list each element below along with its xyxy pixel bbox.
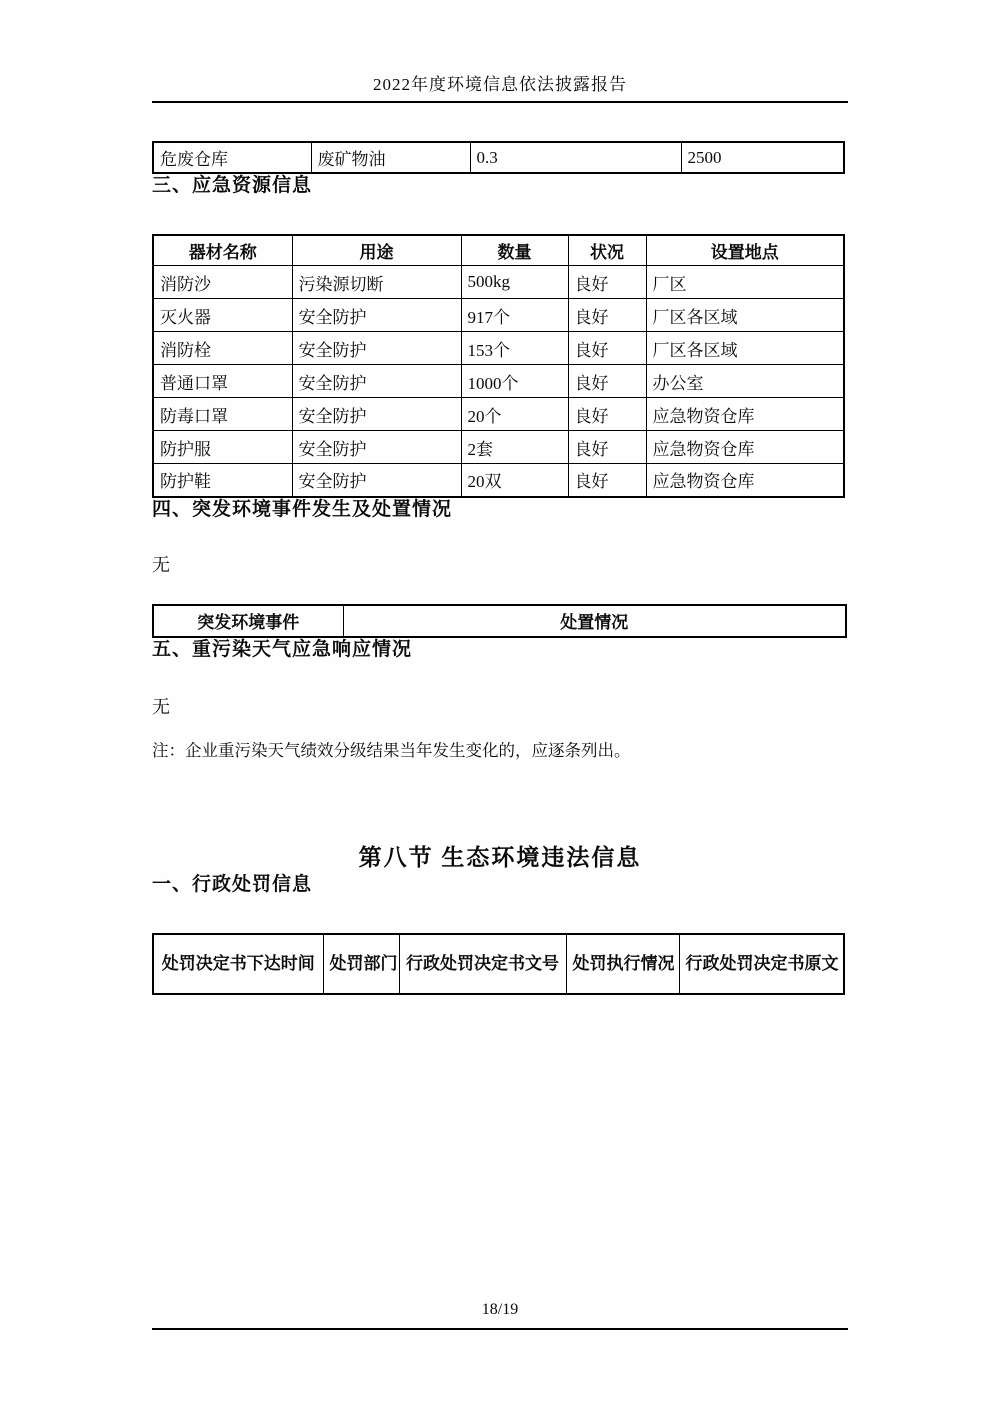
- table-row: [153, 332, 844, 365]
- table-cell: 2500: [681, 142, 844, 173]
- table-cell: 污染源切断: [292, 266, 461, 299]
- table-header-cell: 行政处罚决定书文号: [399, 934, 566, 994]
- table-row: [153, 431, 844, 464]
- table-cell: 良好: [568, 431, 646, 464]
- table-header-cell: 状况: [568, 235, 646, 266]
- chapter8-title: 第八节 生态环境违法信息: [358, 844, 642, 870]
- table-cell: 2套: [461, 431, 568, 464]
- table-header-row: [153, 934, 844, 994]
- table-row: [153, 142, 844, 173]
- table-cell: 安全防护: [292, 332, 461, 365]
- table-cell: 厂区各区域: [646, 332, 844, 365]
- table-header-cell: 用途: [292, 235, 461, 266]
- table-cell: 安全防护: [292, 431, 461, 464]
- emergency-event-table: [152, 604, 847, 638]
- table-header-row: [153, 235, 844, 266]
- table-cell: 消防沙: [153, 266, 292, 299]
- table-cell: 153个: [461, 332, 568, 365]
- table-row: [153, 464, 844, 497]
- table-cell: 办公室: [646, 365, 844, 398]
- section3-heading: 三、应急资源信息: [152, 175, 313, 196]
- table-cell: 安全防护: [292, 299, 461, 332]
- table-row: [153, 365, 844, 398]
- table-header-cell: 处罚执行情况: [566, 934, 679, 994]
- table-row: [153, 299, 844, 332]
- table-cell: 20个: [461, 398, 568, 431]
- table-row: [153, 266, 844, 299]
- table-cell: 厂区各区域: [646, 299, 844, 332]
- table-cell: 良好: [568, 464, 646, 497]
- table-cell: 消防栓: [153, 332, 292, 365]
- table-header-cell: 数量: [461, 235, 568, 266]
- table-cell: 917个: [461, 299, 568, 332]
- section5-heading: 五、重污染天气应急响应情况: [152, 638, 413, 660]
- page-number: 18/19: [481, 1301, 519, 1318]
- page-header: [152, 0, 848, 103]
- table-header-cell: 处罚决定书下达时间: [153, 934, 323, 994]
- table-cell: 应急物资仓库: [646, 398, 844, 431]
- section4-heading: 四、突发环境事件发生及处置情况: [152, 498, 453, 520]
- table-cell: 应急物资仓库: [646, 464, 844, 497]
- section5-note: 注：企业重污染天气绩效分级结果当年发生变化的，应逐条列出。: [152, 740, 631, 760]
- table-cell: 灭火器: [153, 299, 292, 332]
- table-cell: 20双: [461, 464, 568, 497]
- table-cell: 良好: [568, 398, 646, 431]
- table-header-cell: 处罚部门: [323, 934, 399, 994]
- table-cell: 废矿物油: [311, 142, 470, 173]
- table-cell: 500kg: [461, 266, 568, 299]
- table-cell: 安全防护: [292, 464, 461, 497]
- section4-none-text: 无: [152, 554, 170, 575]
- table-cell: 危废仓库: [153, 142, 311, 173]
- table-cell: 良好: [568, 365, 646, 398]
- table-cell: 安全防护: [292, 398, 461, 431]
- header-title: 2022年度环境信息依法披露报告: [373, 75, 627, 94]
- table-cell: 防护服: [153, 431, 292, 464]
- hazardous-waste-table: [152, 141, 845, 174]
- table-cell: 防护鞋: [153, 464, 292, 497]
- table-cell: 应急物资仓库: [646, 431, 844, 464]
- table-cell: 厂区: [646, 266, 844, 299]
- table-cell: 1000个: [461, 365, 568, 398]
- emergency-resource-table: [152, 234, 845, 498]
- table-header-cell: 突发环境事件: [153, 605, 343, 637]
- penalty-section-heading: 一、行政处罚信息: [152, 873, 313, 895]
- table-header-cell: 行政处罚决定书原文: [679, 934, 844, 994]
- table-cell: 良好: [568, 299, 646, 332]
- section5-none-text: 无: [152, 696, 170, 717]
- table-cell: 良好: [568, 332, 646, 365]
- table-header-row: [153, 605, 846, 637]
- table-cell: 普通口罩: [153, 365, 292, 398]
- administrative-penalty-table: [152, 933, 845, 995]
- table-header-cell: 处置情况: [343, 605, 846, 637]
- table-cell: 0.3: [470, 142, 681, 173]
- table-header-cell: 设置地点: [646, 235, 844, 266]
- table-cell: 安全防护: [292, 365, 461, 398]
- table-row: [153, 398, 844, 431]
- page-footer: [152, 1300, 848, 1330]
- table-header-cell: 器材名称: [153, 235, 292, 266]
- table-cell: 良好: [568, 266, 646, 299]
- table-cell: 防毒口罩: [153, 398, 292, 431]
